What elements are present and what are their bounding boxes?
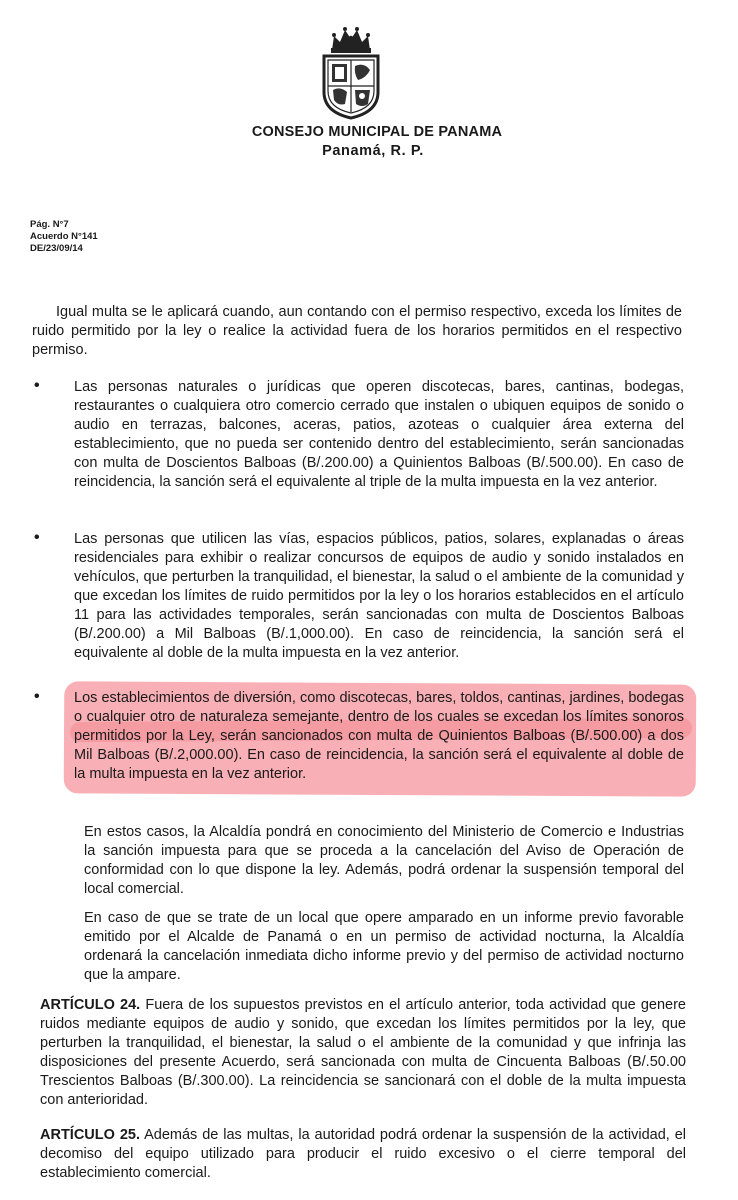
article-25-text: Además de las multas, la autoridad podrá ordenar la suspensión de la actividad, el decomiso del equipo utilizado para producir el ruido excesivo o el cierre temporal del establecimiento comercial. xyxy=(40,1127,686,1181)
article-24-text: Fuera de los supuestos previstos en el artículo anterior, toda actividad que genere ruidos mediante equipos de audio y sonido, que excedan los límites permitidos por la ley, que perturben la tranquilidad, el bienestar, la salud o el ambiente de la comunidad y que infrinja las disposiciones del presente Acuerdo, será sancionada con multa de Cincuenta Balboas (B/.50.00 Trescientos Balboas (B/.300.00). La reincidencia se sancionará con el doble de la multa impuesta con anterioridad. xyxy=(40,997,686,1108)
bullet-marker: • xyxy=(34,377,40,394)
bullet-item-terraces: Las personas naturales o jurídicas que operen discotecas, bares, cantinas, bodegas, restaurantes o cualquiera otro comercio cerrado que instalen o ubiquen equipos de sonido o audio en terrazas, balcones, aceras, patios, azoteas o cualquier área externa del establecimiento, que no pueda ser contenido dentro del establecimiento, serán sancionadas con multa de Doscientos Balboas (B/.200.00) a Quinientos Balboas (B/.500.00). En caso de reincidencia, la sanción será el equivalente al triple de la multa impuesta en la vez anterior. xyxy=(74,379,684,490)
agreement-date: DE/23/09/14 xyxy=(30,243,83,254)
article-24 xyxy=(40,996,686,1110)
follow-paragraph-ministry: En estos casos, la Alcaldía pondrá en conocimiento del Ministerio de Comercio e Industrias la sanción impuesta para que se proceda a la cancelación del Aviso de Operación de conformidad con lo que dispone la ley. Además, podrá ordenar la suspensión temporal del local comercial. xyxy=(84,824,684,897)
intro-paragraph: Igual multa se le aplicará cuando, aun contando con el permiso respectivo, exceda los límites de ruido permitido por la ley o realice la actividad fuera de los horarios permitidos en el respectivo permiso. xyxy=(32,304,682,358)
council-name: CONSEJO MUNICIPAL DE PANAMA xyxy=(251,124,503,140)
page-number: Pág. N°7 xyxy=(30,219,69,230)
bullet-item-entertainment-venues: Los establecimientos de diversión, como discotecas, bares, toldos, cantinas, jardines, bodegas o cualquier otro de naturaleza semejante, dentro de los cuales se excedan los límites sonoros permitidos por la Ley, serán sancionados con multa de Quinientos Balboas (B/.500.00) a dos Mil Balboas (B/.2,000.00). En caso de reincidencia, la sanción será el equivalente al doble de la multa impuesta en la vez anterior. xyxy=(74,690,684,782)
article-24-title: ARTÍCULO 24. xyxy=(40,997,141,1013)
follow-paragraph-night-permit: En caso de que se trate de un local que opere amparado en un informe previo favorable emitido por el Alcalde de Panamá o en un permiso de actividad nocturna, la Alcaldía ordenará la cancelación inmediata dicho informe previo y del permiso de actividad nocturno que la ampare. xyxy=(84,910,684,983)
bullet-marker: • xyxy=(34,688,40,705)
agreement-number: Acuerdo N°141 xyxy=(30,231,98,242)
article-25-title: ARTÍCULO 25. xyxy=(40,1127,140,1143)
coat-of-arms-emblem xyxy=(318,26,384,120)
document-meta xyxy=(30,219,98,255)
bullet-marker: • xyxy=(34,529,40,546)
bullet-item-public-spaces: Las personas que utilicen las vías, espacios públicos, patios, solares, explanadas o áreas residenciales para exhibir o realizar concursos de equipos de audio y sonido instalados en vehículos, que perturben la tranquilidad, el bienestar, la salud o el ambiente de la comunidad y que excedan los límites de ruido permitidos por la ley o los horarios establecidos en el artículo 11 para las actividades temporales, serán sancionadas con multa de Doscientos Balboas (B/.200.00) a Mil Balboas (B/.1,000.00). En caso de reincidencia, la sanción será el equivalente al doble de la multa impuesta en la vez anterior. xyxy=(74,531,684,661)
article-25 xyxy=(40,1126,686,1183)
city-name: Panamá, R. P. xyxy=(322,143,424,159)
